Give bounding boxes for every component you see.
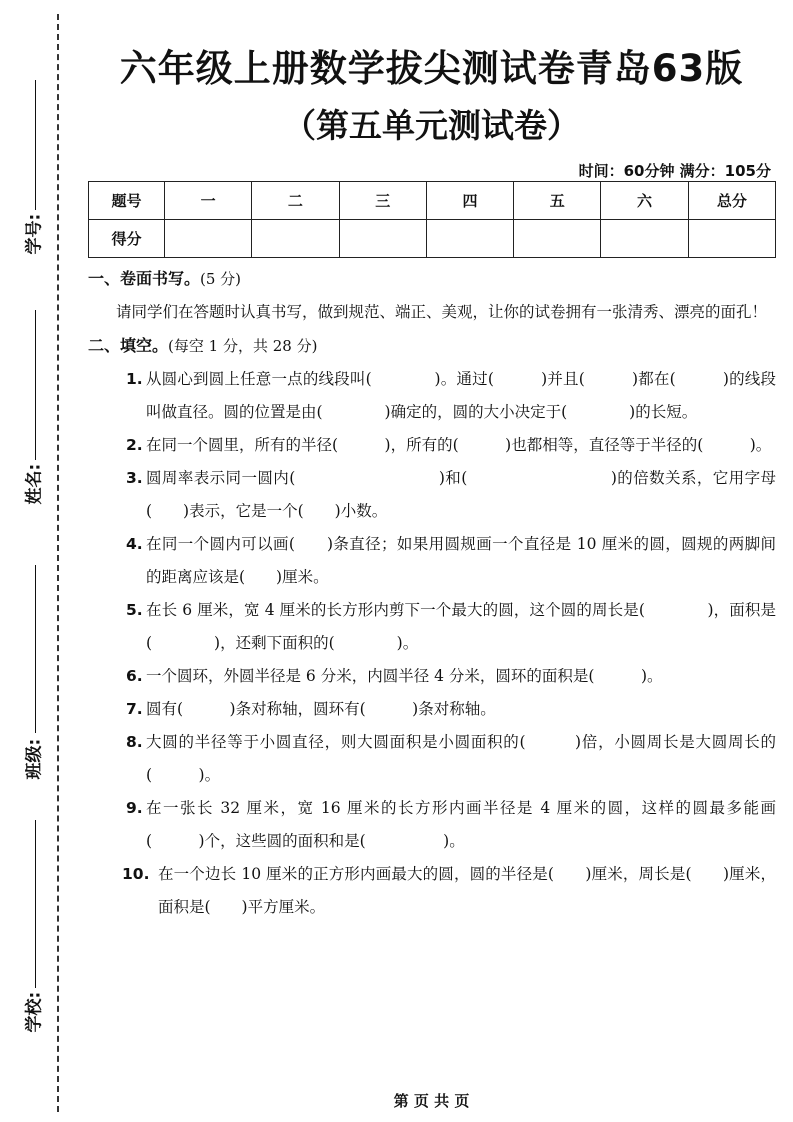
question-text: 在同一个圆内可以画( )条直径；如果用圆规画一个直径是 10 厘米的圆，圆规的两脚间的距离应该是( )厘米。 xyxy=(146,535,776,586)
section-1-title: 一、卷面书写。 xyxy=(88,269,201,288)
question-text: 从圆心到圆上任意一点的线段叫( )。通过( )并且( )都在( )的线段叫做直径。圆的位置是由( )确定的，圆的大小决定于( )的长短。 xyxy=(146,370,776,421)
school-line xyxy=(35,820,36,988)
score-table xyxy=(88,181,776,258)
score-cell[interactable] xyxy=(165,220,252,258)
question-2 xyxy=(88,429,776,462)
class-label: 班级: xyxy=(24,738,45,780)
student-id-line xyxy=(35,80,36,210)
question-8 xyxy=(88,726,776,792)
exam-meta: 时间：60分钟 满分：105分 xyxy=(578,162,771,180)
score-cell[interactable] xyxy=(426,220,513,258)
question-number: 10. xyxy=(122,865,150,883)
question-number: 1. xyxy=(126,370,143,388)
section-1-text: 请同学们在答题时认真书写，做到规范、端正、美观，让你的试卷拥有一张清秀、漂亮的面孔！ xyxy=(116,303,768,321)
score-cell[interactable] xyxy=(514,220,601,258)
class-field[interactable] xyxy=(6,565,48,785)
question-5 xyxy=(88,594,776,660)
section-2-title: 二、填空。 xyxy=(88,336,169,355)
score-header-cell: 总分 xyxy=(688,182,775,220)
section-1-note: (5 分) xyxy=(200,270,242,288)
question-6 xyxy=(88,660,776,693)
section-2-note: (每空 1 分，共 28 分) xyxy=(168,337,318,355)
question-text: 在同一个圆里，所有的半径( )，所有的( )也都相等，直径等于半径的( )。 xyxy=(146,436,772,454)
score-row-label: 得分 xyxy=(89,220,165,258)
score-header-cell: 一 xyxy=(165,182,252,220)
score-cell[interactable] xyxy=(252,220,339,258)
score-header-cell: 三 xyxy=(339,182,426,220)
question-number: 3. xyxy=(126,469,143,487)
binding-margin xyxy=(0,0,62,1122)
score-cell[interactable] xyxy=(688,220,775,258)
question-number: 4. xyxy=(126,535,143,553)
page-subtitle: （第五单元测试卷） xyxy=(283,106,580,145)
score-cell[interactable] xyxy=(601,220,688,258)
score-header-cell: 二 xyxy=(252,182,339,220)
question-4 xyxy=(88,528,776,594)
name-line xyxy=(35,310,36,460)
school-label: 学校: xyxy=(24,991,45,1033)
score-header-cell: 题号 xyxy=(89,182,165,220)
score-header-cell: 六 xyxy=(601,182,688,220)
name-label: 姓名: xyxy=(24,463,45,505)
score-table-header-row xyxy=(89,182,776,220)
question-7 xyxy=(88,693,776,726)
question-text: 在一张长 32 厘米，宽 16 厘米的长方形内画半径是 4 厘米的圆，这样的圆最多能画( )个，这些圆的面积和是( )。 xyxy=(146,799,776,850)
section-1-heading xyxy=(88,262,776,296)
page-title: 六年级上册数学拔尖测试卷青岛63版 xyxy=(119,47,744,90)
name-field[interactable] xyxy=(6,310,48,520)
student-id-label: 学号: xyxy=(24,213,45,255)
question-text: 在一个边长 10 厘米的正方形内画最大的圆，圆的半径是( )厘米，周长是( )厘米，面积是( )平方厘米。 xyxy=(158,865,776,916)
question-number: 7. xyxy=(126,700,143,718)
question-number: 5. xyxy=(126,601,143,619)
school-field[interactable] xyxy=(6,820,48,1040)
page-footer: 第 页 共 页 xyxy=(393,1092,470,1110)
question-1 xyxy=(88,363,776,429)
score-table-score-row xyxy=(89,220,776,258)
question-text: 在长 6 厘米，宽 4 厘米的长方形内剪下一个最大的圆，这个圆的周长是( )，面积是( )，还剩下面积的( )。 xyxy=(146,601,776,652)
student-id-field[interactable] xyxy=(6,80,48,270)
score-header-cell: 五 xyxy=(514,182,601,220)
exam-content xyxy=(88,262,776,924)
question-9 xyxy=(88,792,776,858)
question-number: 9. xyxy=(126,799,143,817)
question-number: 6. xyxy=(126,667,143,685)
question-number: 2. xyxy=(126,436,143,454)
question-text: 圆有( )条对称轴，圆环有( )条对称轴。 xyxy=(146,700,496,718)
question-text: 一个圆环，外圆半径是 6 分米，内圆半径 4 分米，圆环的面积是( )。 xyxy=(146,667,663,685)
question-text: 圆周率表示同一圆内( )和( )的倍数关系，它用字母( )表示，它是一个( )小数。 xyxy=(146,469,776,520)
section-2-heading xyxy=(88,329,776,363)
class-line xyxy=(35,565,36,733)
score-cell[interactable] xyxy=(339,220,426,258)
question-10 xyxy=(88,858,776,924)
score-header-cell: 四 xyxy=(426,182,513,220)
question-3 xyxy=(88,462,776,528)
question-number: 8. xyxy=(126,733,143,751)
cut-line xyxy=(57,14,59,1112)
question-text: 大圆的半径等于小圆直径，则大圆面积是小圆面积的( )倍，小圆周长是大圆周长的( )。 xyxy=(146,733,776,784)
